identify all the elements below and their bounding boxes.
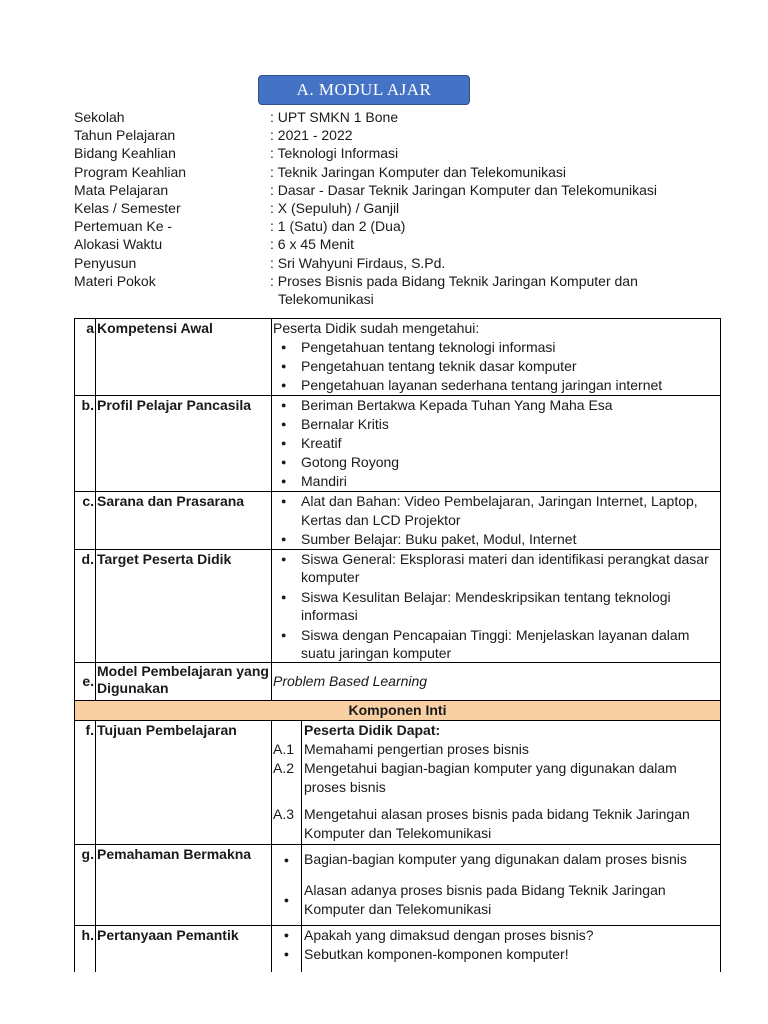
info-value: : Sri Wahyuni Firdaus, S.Pd. — [270, 254, 446, 271]
row-intro: Peserta Didik sudah mengetahui: — [273, 320, 480, 336]
module-info — [74, 108, 714, 308]
module-table — [74, 318, 721, 972]
row-label: Model Pembelajaran yang Digunakan — [96, 663, 272, 701]
info-row — [74, 272, 714, 308]
row-letter: h. — [75, 926, 96, 973]
row-letter: c. — [75, 492, 96, 550]
info-value-line: : Proses Bisnis pada Bidang Teknik Jaringan Komputer dan — [270, 272, 638, 289]
bullet-list — [273, 396, 719, 491]
row-content — [272, 550, 721, 663]
info-label: Sekolah — [74, 109, 125, 125]
list-item: ● Pengetahuan tentang teknik dasar komputer — [273, 357, 719, 376]
row-label: Target Peserta Didik — [96, 550, 272, 663]
row-letter: f. — [75, 721, 96, 845]
objective-text: Mengetahui alasan proses bisnis pada bidang Teknik Jaringan Komputer dan Telekomunikasi — [304, 806, 690, 841]
row-content — [272, 319, 721, 396]
row-content — [272, 845, 721, 926]
understanding-table — [272, 845, 720, 925]
list-item: ● Siswa Kesulitan Belajar: Mendeskripsikan tentang teknologi informasi — [273, 588, 719, 624]
objective-text: Memahami pengertian proses bisnis — [304, 741, 529, 757]
objective-row — [272, 759, 720, 801]
info-label: Kelas / Semester — [74, 200, 181, 217]
info-value: : Teknik Jaringan Komputer dan Telekomunikasi — [270, 163, 566, 180]
module-title: A. MODUL AJAR — [258, 75, 470, 105]
row-label: Pemahaman Bermakna — [96, 845, 272, 926]
list-item: ● Siswa General: Eksplorasi materi dan identifikasi perangkat dasar komputer — [273, 550, 719, 586]
bullet-icon: ● — [272, 875, 302, 925]
info-label: Mata Pelajaran — [74, 181, 169, 198]
objective-code — [272, 721, 302, 740]
table-row — [75, 663, 721, 701]
bullet-icon: ● — [272, 926, 302, 945]
list-item: ● Bernalar Kritis — [273, 415, 719, 434]
table-row — [75, 926, 721, 973]
list-item: ● Alat dan Bahan: Video Pembelajaran, Jaringan Internet, Laptop, Kertas dan LCD Projektor — [273, 492, 719, 530]
bullet-list — [273, 338, 719, 395]
info-label: Bidang Keahlian — [74, 145, 176, 162]
question-text: Apakah yang dimaksud dengan proses bisnis? — [304, 927, 594, 943]
info-value: : Dasar - Dasar Teknik Jaringan Komputer dan Telekomunikasi — [270, 181, 658, 198]
objective-code: A.1 — [272, 740, 302, 759]
info-row — [74, 108, 714, 126]
question-row — [272, 945, 720, 972]
understanding-text: Bagian-bagian komputer yang digunakan dalam proses bisnis — [304, 851, 687, 867]
bullet-icon: ● — [272, 945, 302, 972]
table-row — [75, 492, 721, 550]
row-content — [272, 492, 721, 550]
list-item: ● Beriman Bertakwa Kepada Tuhan Yang Maha Esa — [273, 396, 719, 415]
objective-row — [272, 740, 720, 759]
bullet-list — [273, 550, 719, 662]
row-letter: a — [75, 319, 96, 396]
info-row — [74, 163, 714, 181]
row-letter: d. — [75, 550, 96, 663]
row-label: Profil Pelajar Pancasila — [96, 396, 272, 492]
row-content — [272, 926, 721, 973]
info-value-line: Telekomunikasi — [278, 291, 374, 308]
info-label: Penyusun — [74, 254, 137, 271]
question-table — [272, 926, 720, 972]
understanding-text: Alasan adanya proses bisnis pada Bidang Teknik Jaringan Komputer dan Telekomunikasi — [304, 882, 666, 917]
info-label: Alokasi Waktu — [74, 236, 163, 253]
info-value: : 1 (Satu) dan 2 (Dua) — [270, 218, 406, 235]
objective-heading-row — [272, 721, 720, 740]
list-item: ● Sumber Belajar: Buku paket, Modul, Internet — [273, 530, 719, 549]
table-row — [75, 845, 721, 926]
model-value: Problem Based Learning — [273, 673, 428, 689]
table-row — [75, 550, 721, 663]
info-label: Materi Pokok — [74, 272, 156, 289]
row-content — [272, 396, 721, 492]
list-item: ● Gotong Royong — [273, 453, 719, 472]
objectives-table — [272, 721, 720, 844]
row-label: Kompetensi Awal — [96, 319, 272, 396]
info-label: Tahun Pelajaran — [74, 127, 176, 144]
row-letter: b. — [75, 396, 96, 492]
info-value: : Teknologi Informasi — [270, 145, 399, 162]
row-label: Sarana dan Prasarana — [96, 492, 272, 550]
list-item: ● Pengetahuan tentang teknologi informasi — [273, 338, 719, 357]
row-letter: e. — [75, 663, 96, 701]
table-row — [75, 396, 721, 492]
table-row — [75, 319, 721, 396]
info-label: Program Keahlian — [74, 163, 187, 180]
list-item: ● Mandiri — [273, 472, 719, 491]
info-row — [74, 235, 714, 253]
question-row — [272, 926, 720, 945]
info-value: : 6 x 45 Menit — [270, 236, 355, 253]
info-value — [270, 272, 714, 308]
row-label: Pertanyaan Pemantik — [96, 926, 272, 973]
info-value: : 2021 - 2022 — [270, 127, 353, 144]
objective-code: A.2 — [272, 759, 302, 801]
question-text: Sebutkan komponen-komponen komputer! — [304, 946, 569, 962]
info-value: : X (Sepuluh) / Ganjil — [270, 200, 400, 217]
info-row — [74, 126, 714, 144]
info-row — [74, 199, 714, 217]
objective-text: Mengetahui bagian-bagian komputer yang digunakan dalam proses bisnis — [304, 760, 677, 795]
list-item: ● Siswa dengan Pencapaian Tinggi: Menjelaskan layanan dalam suatu jaringan komputer — [273, 626, 719, 662]
row-content — [272, 663, 721, 701]
list-item: ● Pengetahuan layanan sederhana tentang jaringan internet — [273, 376, 719, 395]
objective-heading: Peserta Didik Dapat: — [304, 722, 441, 738]
section-header: Komponen Inti — [75, 701, 721, 721]
bullet-icon: ● — [272, 845, 302, 875]
info-row — [74, 144, 714, 162]
understanding-row — [272, 875, 720, 925]
table-row — [75, 701, 721, 721]
objective-code: A.3 — [272, 801, 302, 844]
row-letter: g. — [75, 845, 96, 926]
row-label: Tujuan Pembelajaran — [96, 721, 272, 845]
info-row — [74, 217, 714, 235]
list-item: ● Kreatif — [273, 434, 719, 453]
info-row — [74, 254, 714, 272]
info-label: Pertemuan Ke - — [74, 218, 173, 235]
bullet-list — [273, 492, 719, 549]
info-row — [74, 181, 714, 199]
table-row — [75, 721, 721, 845]
info-value: : UPT SMKN 1 Bone — [270, 109, 399, 125]
objective-row — [272, 801, 720, 844]
row-content — [272, 721, 721, 845]
understanding-row — [272, 845, 720, 875]
